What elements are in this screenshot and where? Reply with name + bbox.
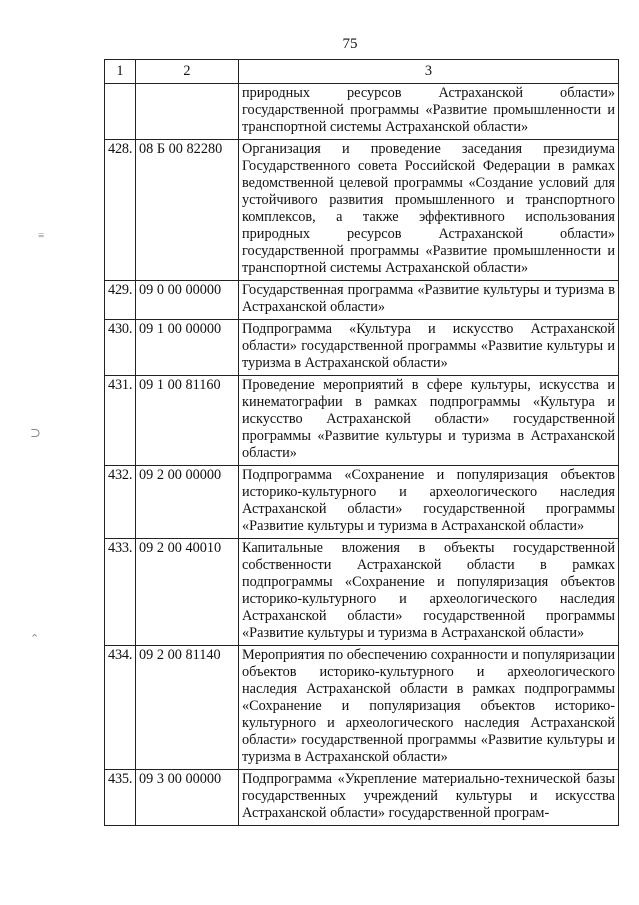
row-number: 433. [105, 539, 136, 646]
column-header: 1 [105, 60, 136, 84]
row-description: природных ресурсов Астраханской области» государственной программы «Развитие промышленности и транспортной системы Астраханской области» [239, 84, 619, 140]
row-number: 435. [105, 770, 136, 826]
row-description: Подпрограмма «Сохранение и популяризация объектов историко-культурного и археологического наследия Астраханской области» государственной программы «Развитие культуры и туризма в Астраханской области» [239, 466, 619, 539]
classification-code: 09 2 00 81140 [136, 646, 239, 770]
classification-code: 09 1 00 00000 [136, 320, 239, 376]
classification-code: 09 2 00 40010 [136, 539, 239, 646]
table-row [105, 770, 619, 826]
table-row [105, 539, 619, 646]
budget-classification-table [104, 59, 619, 826]
classification-code: 09 1 00 81160 [136, 376, 239, 466]
row-description: Подпрограмма «Культура и искусство Астраханской области» государственной программы «Развитие культуры и туризма в Астраханской области» [239, 320, 619, 376]
table-row [105, 281, 619, 320]
scan-mark-icon: ⊃ [30, 425, 41, 440]
row-number: 429. [105, 281, 136, 320]
scan-mark-icon: ≡ [38, 230, 45, 242]
row-number: 432. [105, 466, 136, 539]
scan-mark-icon: ⌃ [30, 633, 40, 645]
row-number: 430. [105, 320, 136, 376]
classification-code: 09 3 00 00000 [136, 770, 239, 826]
table-row [105, 376, 619, 466]
row-number: 434. [105, 646, 136, 770]
classification-code [136, 84, 239, 140]
row-number: 431. [105, 376, 136, 466]
row-description: Подпрограмма «Укрепление материально-технической базы государственных учреждений культуры и искусства Астраханской области» государственной програм- [239, 770, 619, 826]
table-row [105, 466, 619, 539]
column-header: 3 [239, 60, 619, 84]
row-description: Организация и проведение заседания президиума Государственного совета Российской Федерации в рамках ведомственной целевой программы «Создание условий для устойчивого развития промышленного и транспортного комплексов, а также эффективного использования природных ресурсов Астраханской области» государственной программы «Развитие промышленности и транспортной системы Астраханской области» [239, 140, 619, 281]
column-header: 2 [136, 60, 239, 84]
row-description: Капитальные вложения в объекты государственной собственности Астраханской области в рамках подпрограммы «Сохранение и популяризация объектов историко-культурного и археологического наследия Астраханской области» государственной программы «Развитие культуры и туризма в Астраханской области» [239, 539, 619, 646]
page-number: 75 [342, 36, 358, 52]
classification-code: 08 Б 00 82280 [136, 140, 239, 281]
table-row [105, 646, 619, 770]
row-description: Государственная программа «Развитие культуры и туризма в Астраханской области» [239, 281, 619, 320]
table-row [105, 320, 619, 376]
classification-code: 09 2 00 00000 [136, 466, 239, 539]
row-description: Проведение мероприятий в сфере культуры, искусства и кинематографии в рамках подпрограммы «Культура и искусство Астраханской области» государственной программы «Развитие культуры и туризма в Астраханской области» [239, 376, 619, 466]
table-header-row [105, 60, 619, 84]
table-row [105, 84, 619, 140]
row-number: 428. [105, 140, 136, 281]
row-number [105, 84, 136, 140]
row-description: Мероприятия по обеспечению сохранности и популяризации объектов историко-культурного и археологического наследия Астраханской области в рамках подпрограммы «Сохранение и популяризация объектов историко-культурного и археологического наследия Астраханской области» государственной программы «Развитие культуры и туризма в Астраханской области» [239, 646, 619, 770]
classification-code: 09 0 00 00000 [136, 281, 239, 320]
table-row [105, 140, 619, 281]
